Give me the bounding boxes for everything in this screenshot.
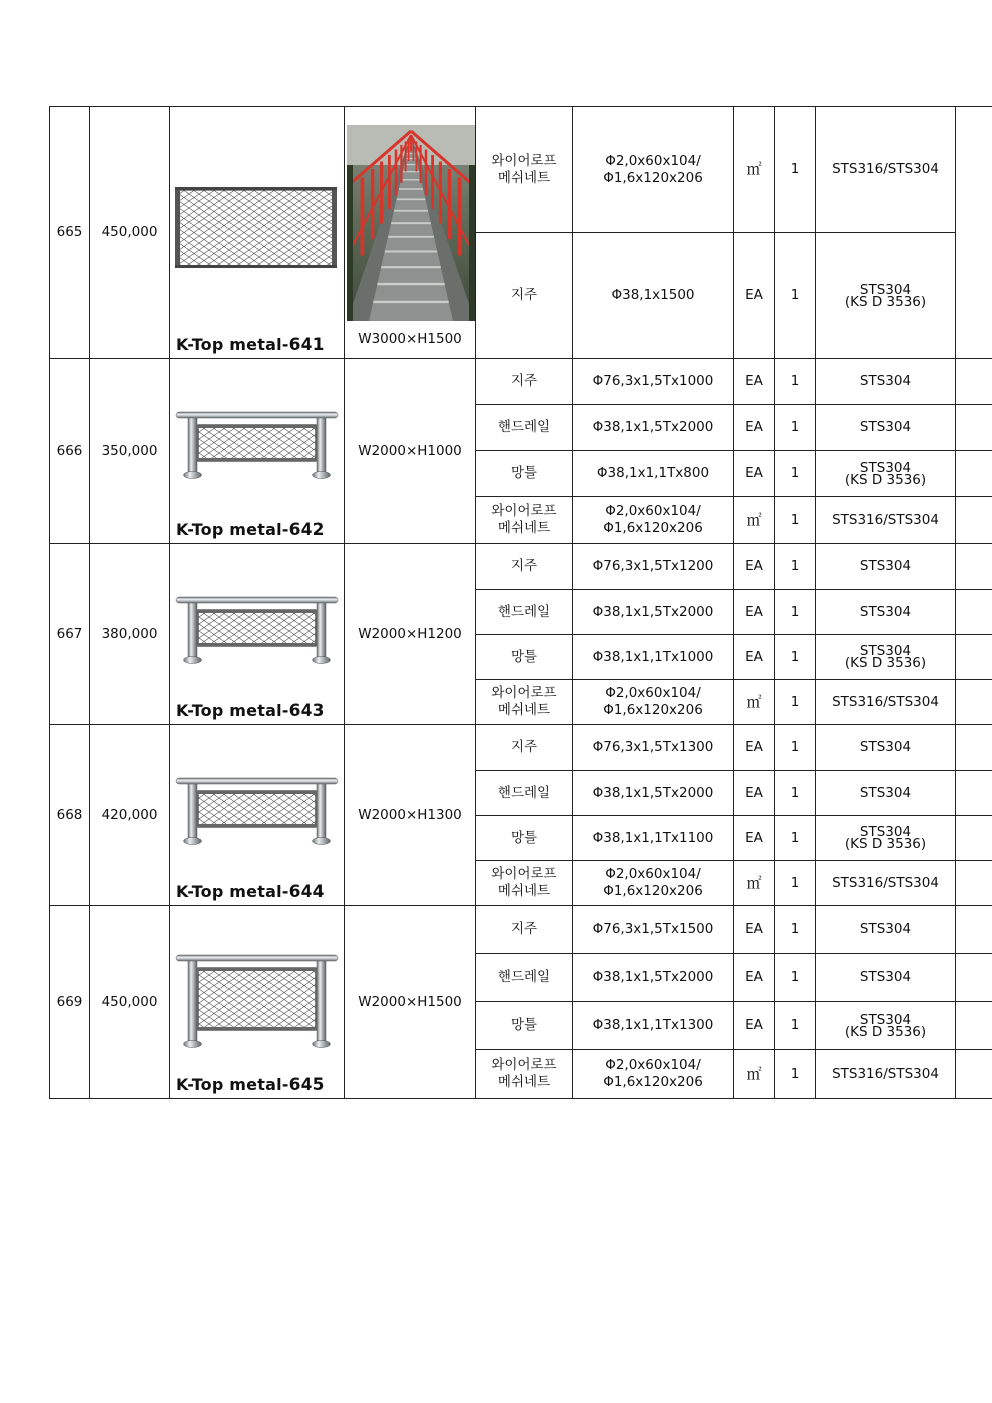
part-material: STS304 (KS D 3536) <box>816 635 956 680</box>
part-unit: EA <box>734 954 775 1002</box>
item-price: 450,000 <box>90 107 170 359</box>
part-spec: Φ38,1x1,5Tx2000 <box>573 405 734 451</box>
product-image-cell <box>170 544 345 725</box>
part-qty: 1 <box>775 906 816 954</box>
model-prefix: K-Top metal- <box>176 1075 289 1094</box>
blank-cell <box>956 635 992 680</box>
model-number: 641 <box>288 335 325 355</box>
blank-cell <box>956 451 992 497</box>
blank-cell <box>956 680 992 725</box>
blank-cell <box>956 954 992 1002</box>
part-qty: 1 <box>775 680 816 725</box>
item-size: W3000×H1500 <box>358 331 462 347</box>
part-name: 지주 <box>476 544 573 590</box>
railing-drawing <box>174 411 340 481</box>
item-price: 350,000 <box>90 359 170 544</box>
railing-drawing <box>174 777 340 847</box>
part-spec: Φ38,1x1500 <box>573 233 734 359</box>
blank-cell <box>956 497 992 544</box>
blank-cell <box>956 107 992 359</box>
part-name: 지주 <box>476 906 573 954</box>
part-spec: Φ2,0x60x104/ Φ1,6x120x206 <box>573 1050 734 1099</box>
part-material: STS304 <box>816 359 956 405</box>
part-material: STS304 <box>816 544 956 590</box>
part-qty: 1 <box>775 635 816 680</box>
part-name: 핸드레일 <box>476 590 573 635</box>
part-unit: EA <box>734 451 775 497</box>
blank-cell <box>956 906 992 954</box>
model-number: 644 <box>288 882 325 902</box>
product-image-cell <box>170 107 345 359</box>
part-qty: 1 <box>775 451 816 497</box>
part-name: 망틀 <box>476 816 573 861</box>
model-prefix: K-Top metal- <box>176 701 289 720</box>
part-unit: ㎡ <box>734 680 775 725</box>
part-spec: Φ76,3x1,5Tx1000 <box>573 359 734 405</box>
part-spec: Φ38,1x1,5Tx2000 <box>573 771 734 816</box>
part-material: STS304 <box>816 405 956 451</box>
item-number: 666 <box>50 359 90 544</box>
product-image-cell <box>170 725 345 906</box>
blank-cell <box>956 544 992 590</box>
size-photo-cell <box>345 107 476 359</box>
item-price: 380,000 <box>90 544 170 725</box>
part-unit: EA <box>734 233 775 359</box>
part-material: STS316/STS304 <box>816 1050 956 1099</box>
part-unit: EA <box>734 635 775 680</box>
part-material: STS304 (KS D 3536) <box>816 816 956 861</box>
item-number: 665 <box>50 107 90 359</box>
part-material: STS304 <box>816 590 956 635</box>
part-unit: EA <box>734 590 775 635</box>
part-qty: 1 <box>775 405 816 451</box>
model-prefix: K-Top metal- <box>176 335 289 354</box>
part-unit: ㎡ <box>734 861 775 906</box>
part-name: 핸드레일 <box>476 954 573 1002</box>
blank-cell <box>956 725 992 771</box>
table-row <box>50 544 992 590</box>
part-unit: EA <box>734 405 775 451</box>
part-name: 지주 <box>476 359 573 405</box>
railing-drawing <box>174 596 340 666</box>
part-name: 와이어로프 메쉬네트 <box>476 107 573 233</box>
part-unit: ㎡ <box>734 497 775 544</box>
part-unit: EA <box>734 771 775 816</box>
part-qty: 1 <box>775 725 816 771</box>
table-row <box>50 725 992 771</box>
part-unit: EA <box>734 906 775 954</box>
item-number: 667 <box>50 544 90 725</box>
model-prefix: K-Top metal- <box>176 520 289 539</box>
mesh-panel-drawing <box>174 187 340 271</box>
blank-cell <box>956 1050 992 1099</box>
table-row <box>50 359 992 405</box>
model-number: 643 <box>288 701 325 721</box>
part-spec: Φ38,1x1,5Tx2000 <box>573 954 734 1002</box>
item-price: 450,000 <box>90 906 170 1099</box>
item-size: W2000×H1300 <box>345 725 476 906</box>
part-spec: Φ76,3x1,5Tx1500 <box>573 906 734 954</box>
table-body <box>50 107 992 1099</box>
model-name <box>176 883 325 901</box>
part-name: 지주 <box>476 233 573 359</box>
part-qty: 1 <box>775 359 816 405</box>
blank-cell <box>956 405 992 451</box>
part-qty: 1 <box>775 816 816 861</box>
blank-cell <box>956 816 992 861</box>
item-size: W2000×H1500 <box>345 906 476 1099</box>
item-size: W2000×H1000 <box>345 359 476 544</box>
part-qty: 1 <box>775 590 816 635</box>
blank-cell <box>956 861 992 906</box>
part-unit: EA <box>734 725 775 771</box>
part-spec: Φ38,1x1,1Tx1000 <box>573 635 734 680</box>
part-unit: ㎡ <box>734 107 775 233</box>
part-spec: Φ76,3x1,5Tx1300 <box>573 725 734 771</box>
part-spec: Φ2,0x60x104/ Φ1,6x120x206 <box>573 107 734 233</box>
part-qty: 1 <box>775 497 816 544</box>
suspension-bridge-photo <box>347 125 475 321</box>
model-prefix: K-Top metal- <box>176 882 289 901</box>
part-qty: 1 <box>775 544 816 590</box>
part-name: 망틀 <box>476 451 573 497</box>
part-material: STS316/STS304 <box>816 861 956 906</box>
product-spec-table <box>49 106 992 1099</box>
part-spec: Φ38,1x1,1Tx800 <box>573 451 734 497</box>
blank-cell <box>956 771 992 816</box>
model-name <box>176 521 325 539</box>
part-name: 핸드레일 <box>476 771 573 816</box>
product-image-cell <box>170 359 345 544</box>
part-spec: Φ76,3x1,5Tx1200 <box>573 544 734 590</box>
model-name <box>176 702 325 720</box>
part-material: STS304 (KS D 3536) <box>816 233 956 359</box>
part-name: 와이어로프 메쉬네트 <box>476 1050 573 1099</box>
part-unit: ㎡ <box>734 1050 775 1099</box>
blank-cell <box>956 590 992 635</box>
part-material: STS304 <box>816 906 956 954</box>
part-material: STS304 (KS D 3536) <box>816 1002 956 1050</box>
part-qty: 1 <box>775 1050 816 1099</box>
blank-cell <box>956 1002 992 1050</box>
part-name: 와이어로프 메쉬네트 <box>476 497 573 544</box>
part-spec: Φ2,0x60x104/ Φ1,6x120x206 <box>573 861 734 906</box>
part-name: 망틀 <box>476 1002 573 1050</box>
product-image-cell <box>170 906 345 1099</box>
item-number: 668 <box>50 725 90 906</box>
table-row <box>50 906 992 954</box>
part-material: STS316/STS304 <box>816 680 956 725</box>
part-spec: Φ38,1x1,1Tx1100 <box>573 816 734 861</box>
part-material: STS316/STS304 <box>816 107 956 233</box>
model-name <box>176 1076 325 1094</box>
part-unit: EA <box>734 816 775 861</box>
part-material: STS304 <box>816 954 956 1002</box>
part-spec: Φ2,0x60x104/ Φ1,6x120x206 <box>573 497 734 544</box>
part-qty: 1 <box>775 107 816 233</box>
part-name: 와이어로프 메쉬네트 <box>476 680 573 725</box>
model-number: 642 <box>288 520 325 540</box>
part-name: 지주 <box>476 725 573 771</box>
part-material: STS304 <box>816 725 956 771</box>
part-name: 핸드레일 <box>476 405 573 451</box>
part-material: STS304 (KS D 3536) <box>816 451 956 497</box>
part-name: 망틀 <box>476 635 573 680</box>
part-unit: EA <box>734 544 775 590</box>
part-unit: EA <box>734 359 775 405</box>
item-size: W2000×H1200 <box>345 544 476 725</box>
part-qty: 1 <box>775 954 816 1002</box>
part-material: STS304 <box>816 771 956 816</box>
model-number: 645 <box>288 1075 325 1095</box>
part-unit: EA <box>734 1002 775 1050</box>
part-spec: Φ38,1x1,5Tx2000 <box>573 590 734 635</box>
part-spec: Φ38,1x1,1Tx1300 <box>573 1002 734 1050</box>
model-name <box>176 336 325 354</box>
part-qty: 1 <box>775 861 816 906</box>
part-qty: 1 <box>775 1002 816 1050</box>
part-qty: 1 <box>775 771 816 816</box>
part-material: STS316/STS304 <box>816 497 956 544</box>
item-price: 420,000 <box>90 725 170 906</box>
part-spec: Φ2,0x60x104/ Φ1,6x120x206 <box>573 680 734 725</box>
table-row <box>50 107 992 233</box>
part-qty: 1 <box>775 233 816 359</box>
item-number: 669 <box>50 906 90 1099</box>
part-name: 와이어로프 메쉬네트 <box>476 861 573 906</box>
blank-cell <box>956 359 992 405</box>
railing-drawing <box>174 954 340 1050</box>
